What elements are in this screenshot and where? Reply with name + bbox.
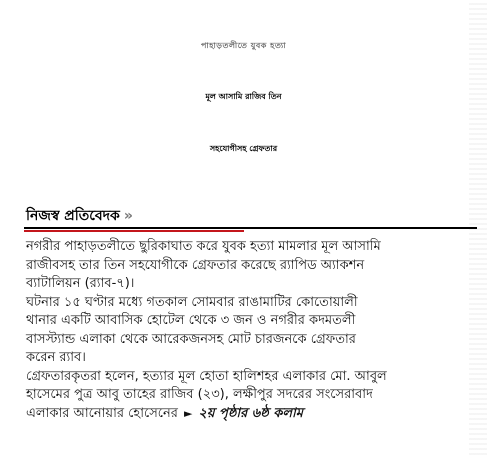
body-line: ঘটনার ১৫ ঘণ্টার মধ্যে গতকাল সোমবার রাঙামাটির কোতোয়ালী (26, 294, 358, 310)
body-line: করেন র‍্যাব। (26, 350, 86, 365)
byline (26, 204, 133, 228)
kicker: পাহাড়তলীতে যুবক হত্যা (200, 41, 287, 50)
byline-text: নিজস্ব প্রতিবেদক (26, 208, 120, 224)
byline-rule (24, 227, 477, 229)
body-line: রাজীবসহ তার তিন সহযোগীকে গ্রেফতার করেছে র‍্যাপিড অ্যাকশন (26, 257, 365, 273)
body-line: গ্রেফতারকৃতরা হলেন, হত্যার মূল হোতা হালিশহর এলাকার মো. আবুল (26, 368, 387, 384)
byline-marker: » (123, 208, 133, 224)
body-line: ব্যাটালিয়ন (র‍্যাব-৭)। (26, 276, 135, 291)
body-line-last (26, 405, 478, 424)
jump-reference: ২য় পৃষ্ঠার ৬ষ্ঠ কলাম (198, 405, 304, 421)
continued-arrow-icon: ► (183, 406, 193, 420)
byline-accent-rule (24, 230, 244, 232)
body-line: বাসস্ট্যান্ড এলাকা থেকে আরেকজনসহ মোট চারজনকে গ্রেফতার (26, 331, 356, 347)
headline-line-1: মূল আসামি রাজিব তিন (205, 92, 282, 101)
body-line: থানার একটি আবাসিক হোটেল থেকে ৩ জন ও নগরীর কদমতলী (26, 313, 356, 328)
body-line: নগরীর পাহাড়তলীতে ছুরিকাঘাত করে যুবক হত্যা মামলার মূল আসামি (26, 239, 381, 254)
headline-line-2: সহযোগীসহ গ্রেফতার (209, 144, 278, 153)
body-line: হাসেমের পুত্র আবু তাহের রাজিব (২৩), লক্ষীপুর সদরের সংসেরাবাদ (26, 387, 373, 402)
article-body (26, 238, 478, 423)
body-line: এলাকার আনোয়ার হোসেনের (26, 405, 178, 421)
